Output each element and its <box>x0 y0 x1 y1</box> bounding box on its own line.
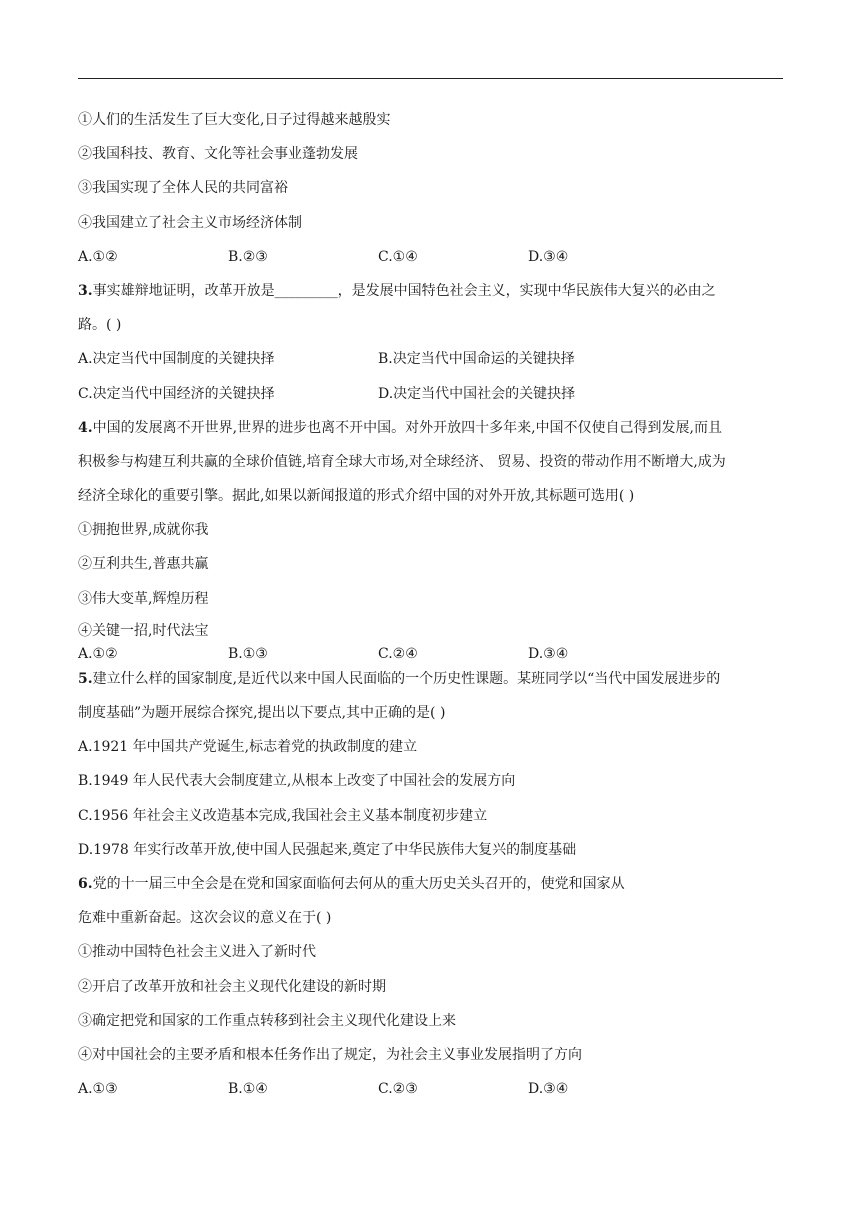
q6-statement-3: ③确定把党和国家的工作重点转移到社会主义现代化建设上来 <box>78 1012 456 1029</box>
q3-options-row-1 <box>78 346 783 380</box>
q3-stem-line-2: 路。( ) <box>78 317 122 334</box>
q4-option-d[interactable]: D.③④ <box>528 645 569 662</box>
q4-option-c[interactable]: C.②④ <box>378 645 418 662</box>
q5-stem-text: 建立什么样的国家制度,是近代以来中国人民面临的一个历史性课题。某班同学以“当代中国发展进步的 <box>92 670 721 687</box>
q6-options <box>78 1076 783 1110</box>
q6-option-d[interactable]: D.③④ <box>528 1081 569 1098</box>
q2-statement-4: ④我国建立了社会主义市场经济体制 <box>78 214 302 231</box>
q4-number: 4. <box>78 419 93 436</box>
q3-options-row-2 <box>78 381 783 415</box>
q6-statement-4: ④对中国社会的主要矛盾和根本任务作出了规定，为社会主义事业发展指明了方向 <box>78 1046 582 1063</box>
q6-statement-1: ①推动中国特色社会主义进入了新时代 <box>78 944 316 961</box>
q6-stem-line-2: 危难中重新奋起。这次会议的意义在于( ) <box>78 910 332 927</box>
q2-statement-3: ③我国实现了全体人民的共同富裕 <box>78 180 288 197</box>
q4-stem-line-2: 积极参与构建互利共赢的全球价值链,培育全球大市场,对全球经济、 贸易、投资的带动作用不断增大,成为 <box>78 453 726 470</box>
question-page <box>78 107 783 1110</box>
q4-option-a[interactable]: A.①② <box>78 645 118 662</box>
q4-statement-4: ④关键一招,时代法宝 <box>78 622 209 639</box>
q6-option-c[interactable]: C.②③ <box>378 1081 418 1098</box>
q4-statement-3: ③伟大变革,辉煌历程 <box>78 590 209 607</box>
q2-option-b[interactable]: B.②③ <box>228 248 268 265</box>
q4-statement-2: ②互利共生,普惠共赢 <box>78 556 209 573</box>
q3-option-b[interactable]: B.决定当代中国命运的关键抉择 <box>378 351 575 368</box>
q5-stem-line-2: 制度基础”为题开展综合探究,提出以下要点,其中正确的是( ) <box>78 705 446 721</box>
q2-option-c[interactable]: C.①④ <box>378 248 418 265</box>
q5-option-a[interactable]: A.1921 年中国共产党诞生,标志着党的执政制度的建立 <box>78 739 418 756</box>
q2-statement-2: ②我国科技、教育、文化等社会事业蓬勃发展 <box>78 146 358 163</box>
q6-statement-2: ②开启了改革开放和社会主义现代化建设的新时期 <box>78 978 386 995</box>
header-rule <box>78 78 783 79</box>
q3-option-c[interactable]: C.决定当代中国经济的关键抉择 <box>78 385 275 402</box>
q3-stem-text: 事实雄辩地证明，改革开放是_________，是发展中国特色社会主义，实现中华民族伟大复兴的必由之 <box>92 282 716 299</box>
q5-option-b[interactable]: B.1949 年人民代表大会制度建立,从根本上改变了中国社会的发展方向 <box>78 773 516 790</box>
q6-option-b[interactable]: B.①④ <box>228 1081 268 1098</box>
q2-option-a[interactable]: A.①② <box>78 248 118 265</box>
q3-number: 3. <box>78 282 93 299</box>
q3-stem-line-1 <box>78 278 783 312</box>
q4-stem-text: 中国的发展离不开世界,世界的进步也离不开中国。对外开放四十多年来,中国不仅使自己得到发展,而且 <box>92 419 722 436</box>
q4-option-b[interactable]: B.①③ <box>228 645 268 662</box>
q3-option-a[interactable]: A.决定当代中国制度的关键抉择 <box>78 351 275 368</box>
q6-stem-text: 党的十一届三中全会是在党和国家面临何去何从的重大历史关头召开的，使党和国家从 <box>92 875 625 892</box>
q2-option-d[interactable]: D.③④ <box>528 248 569 265</box>
q6-number: 6. <box>78 875 93 892</box>
q4-stem-line-3: 经济全球化的重要引擎。据此,如果以新闻报道的形式介绍中国的对外开放,其标题可选用( ) <box>78 488 635 505</box>
q2-options <box>78 244 783 278</box>
q5-option-d[interactable]: D.1978 年实行改革开放,使中国人民强起来,奠定了中华民族伟大复兴的制度基础 <box>78 841 577 858</box>
q6-option-a[interactable]: A.①③ <box>78 1081 118 1098</box>
q5-stem-line-1 <box>78 666 783 700</box>
q5-number: 5. <box>78 670 93 687</box>
q4-statement-1: ①拥抱世界,成就你我 <box>78 522 209 539</box>
q4-stem-line-1 <box>78 415 783 449</box>
q5-option-c[interactable]: C.1956 年社会主义改造基本完成,我国社会主义基本制度初步建立 <box>78 807 488 824</box>
q2-statement-1: ①人们的生活发生了巨大变化,日子过得越来越殷实 <box>78 112 391 128</box>
q6-stem-line-1 <box>78 871 783 905</box>
q3-option-d[interactable]: D.决定当代中国社会的关键抉择 <box>378 385 576 402</box>
q4-options <box>78 643 783 666</box>
